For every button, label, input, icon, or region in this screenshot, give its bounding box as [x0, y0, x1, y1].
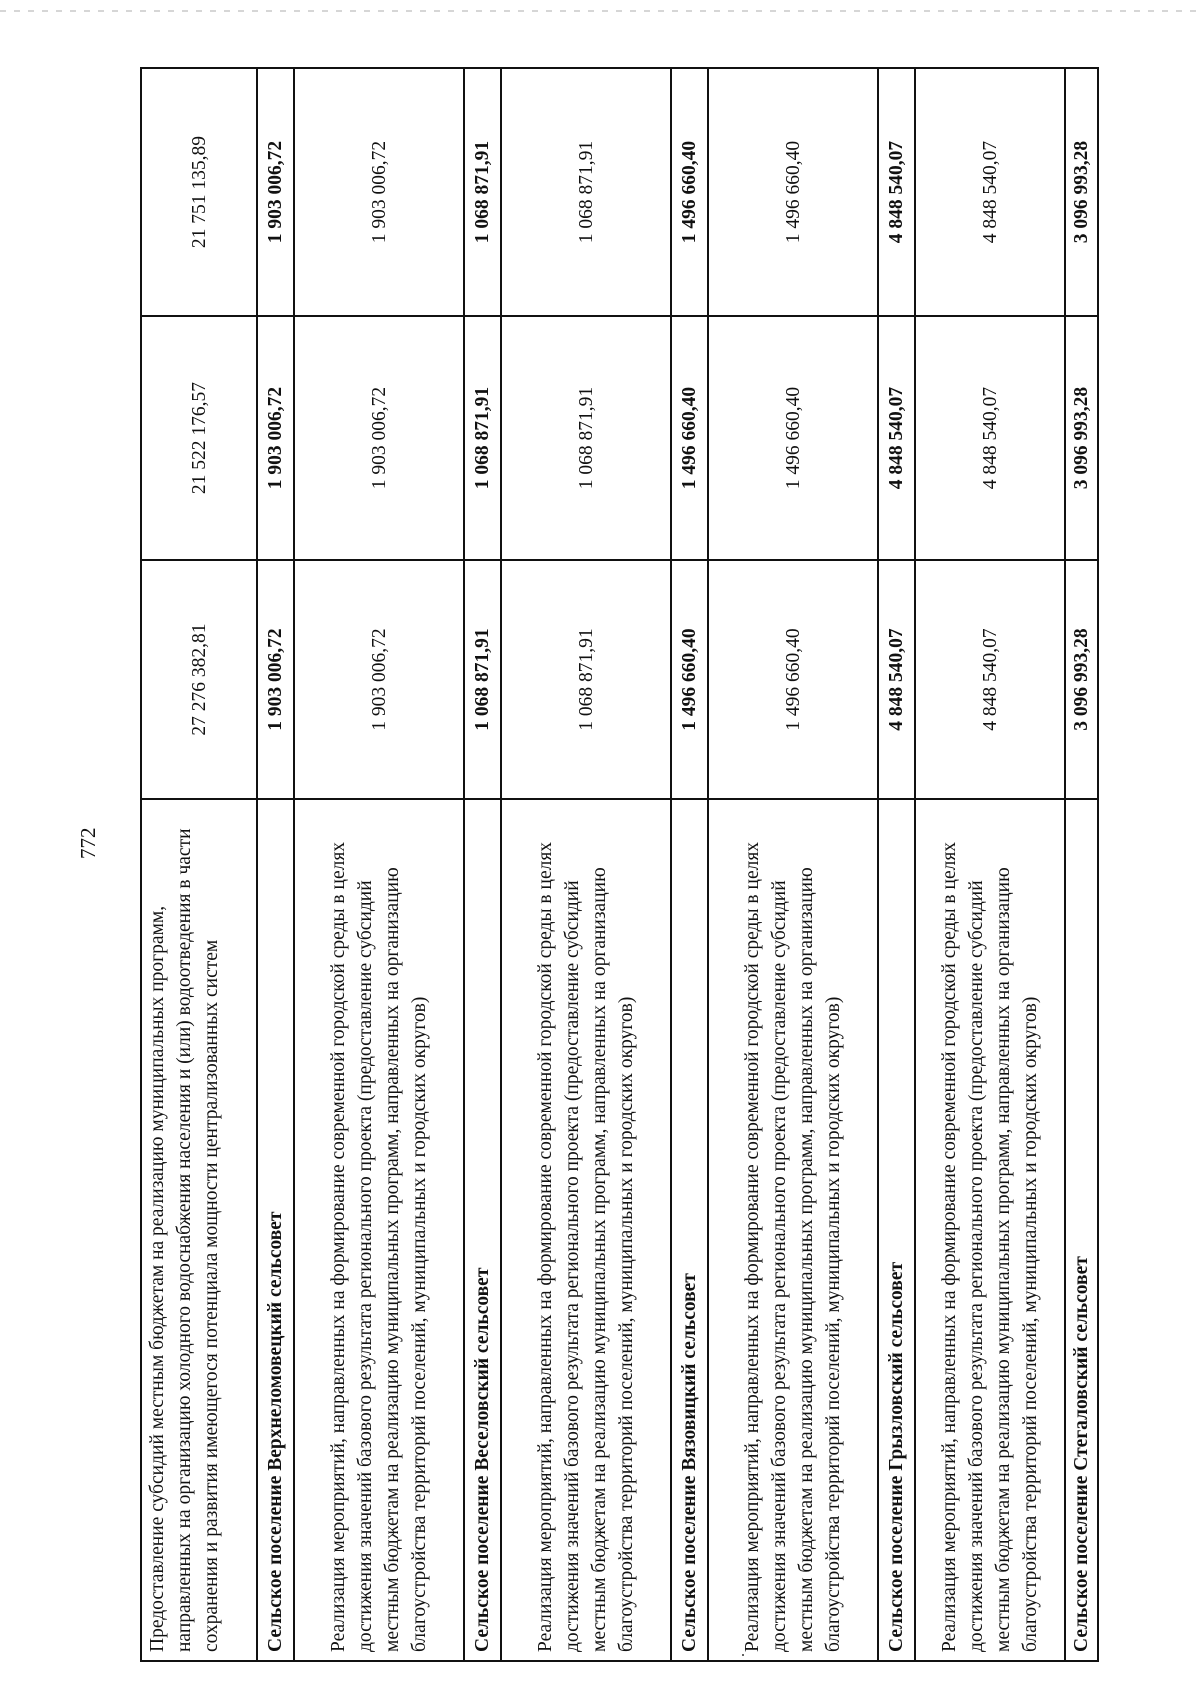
- amount-cell-year-1: 1 496 660,40: [671, 560, 708, 799]
- amount-cell-year-3: 3 096 993,28: [1065, 68, 1098, 316]
- amount-cell-year-2: 1 068 871,91: [464, 316, 501, 560]
- expenditure-item-row: [501, 68, 671, 1661]
- expenditure-item-row: [294, 68, 464, 1661]
- settlement-name-cell: Сельское поселение Верхнеломовецкий сельсовет: [257, 799, 294, 1661]
- settlement-name-cell: Сельское поселение Вязовицкий сельсовет: [671, 799, 708, 1661]
- settlement-header-row: [464, 68, 501, 1661]
- amount-cell-year-1: 1 496 660,40: [708, 560, 878, 799]
- amount-cell-year-3: 1 903 006,72: [257, 68, 294, 316]
- amount-cell-year-2: 21 522 176,57: [141, 316, 257, 560]
- amount-cell-year-3: 21 751 135,89: [141, 68, 257, 316]
- settlement-header-row: [1065, 68, 1098, 1661]
- expenditure-item-row: [141, 68, 257, 1661]
- budget-table: [140, 67, 1099, 1662]
- settlement-header-row: [878, 68, 915, 1661]
- budget-table-rotated: [140, 69, 1092, 1662]
- amount-cell-year-3: 4 848 540,07: [878, 68, 915, 316]
- amount-cell-year-1: 1 068 871,91: [464, 560, 501, 799]
- amount-cell-year-2: 1 903 006,72: [257, 316, 294, 560]
- settlement-name-cell: Сельское поселение Веселовский сельсовет: [464, 799, 501, 1661]
- expenditure-description-cell: Реализация мероприятий, направленных на формирование современной городской среды в целях достижения значений базового результата регионального проекта (предоставление субсидий местным бюджетам на реализацию муниципальных программ, направленных на организацию благоустройства территорий поселений, муниципальных и городских округов): [294, 799, 464, 1661]
- settlement-header-row: [257, 68, 294, 1661]
- settlement-name-cell: Сельское поселение Грызловский сельсовет: [878, 799, 915, 1661]
- amount-cell-year-3: 1 068 871,91: [501, 68, 671, 316]
- amount-cell-year-2: 3 096 993,28: [1065, 316, 1098, 560]
- expenditure-description-cell: Реализация мероприятий, направленных на формирование современной городской среды в целях достижения значений базового результата регионального проекта (предоставление субсидий местным бюджетам на реализацию муниципальных программ, направленных на организацию благоустройства территорий поселений, муниципальных и городских округов): [708, 799, 878, 1661]
- amount-cell-year-2: 1 903 006,72: [294, 316, 464, 560]
- amount-cell-year-1: 1 903 006,72: [294, 560, 464, 799]
- expenditure-description-cell: Реализация мероприятий, направленных на формирование современной городской среды в целях достижения значений базового результата регионального проекта (предоставление субсидий местным бюджетам на реализацию муниципальных программ, направленных на организацию благоустройства территорий поселений, муниципальных и городских округов): [915, 799, 1065, 1661]
- settlement-name-cell: Сельское поселение Стегаловский сельсовет: [1065, 799, 1098, 1661]
- amount-cell-year-2: 1 496 660,40: [708, 316, 878, 560]
- amount-cell-year-3: 1 068 871,91: [464, 68, 501, 316]
- page-number: 772: [76, 827, 100, 859]
- expenditure-description-cell: Реализация мероприятий, направленных на формирование современной городской среды в целях достижения значений базового результата регионального проекта (предоставление субсидий местным бюджетам на реализацию муниципальных программ, направленных на организацию благоустройства территорий поселений, муниципальных и городских округов): [501, 799, 671, 1661]
- amount-cell-year-1: 27 276 382,81: [141, 560, 257, 799]
- amount-cell-year-3: 1 496 660,40: [708, 68, 878, 316]
- scan-edge-line: [0, 10, 1200, 12]
- amount-cell-year-2: 4 848 540,07: [915, 316, 1065, 560]
- budget-table-body: [141, 68, 1098, 1661]
- amount-cell-year-2: 4 848 540,07: [878, 316, 915, 560]
- amount-cell-year-1: 1 068 871,91: [501, 560, 671, 799]
- amount-cell-year-3: 1 496 660,40: [671, 68, 708, 316]
- amount-cell-year-3: 4 848 540,07: [915, 68, 1065, 316]
- amount-cell-year-3: 1 903 006,72: [294, 68, 464, 316]
- amount-cell-year-1: 4 848 540,07: [878, 560, 915, 799]
- amount-cell-year-2: 1 496 660,40: [671, 316, 708, 560]
- settlement-header-row: [671, 68, 708, 1661]
- expenditure-item-row: [708, 68, 878, 1661]
- expenditure-item-row: [915, 68, 1065, 1661]
- amount-cell-year-1: 1 903 006,72: [257, 560, 294, 799]
- amount-cell-year-1: 4 848 540,07: [915, 560, 1065, 799]
- amount-cell-year-1: 3 096 993,28: [1065, 560, 1098, 799]
- expenditure-description-cell: Предоставление субсидий местным бюджетам на реализацию муниципальных программ, направленных на организацию холодного водоснабжения населения и (или) водоотведения в части сохранения и развития имеющегося потенциала мощности централизованных систем: [141, 799, 257, 1661]
- amount-cell-year-2: 1 068 871,91: [501, 316, 671, 560]
